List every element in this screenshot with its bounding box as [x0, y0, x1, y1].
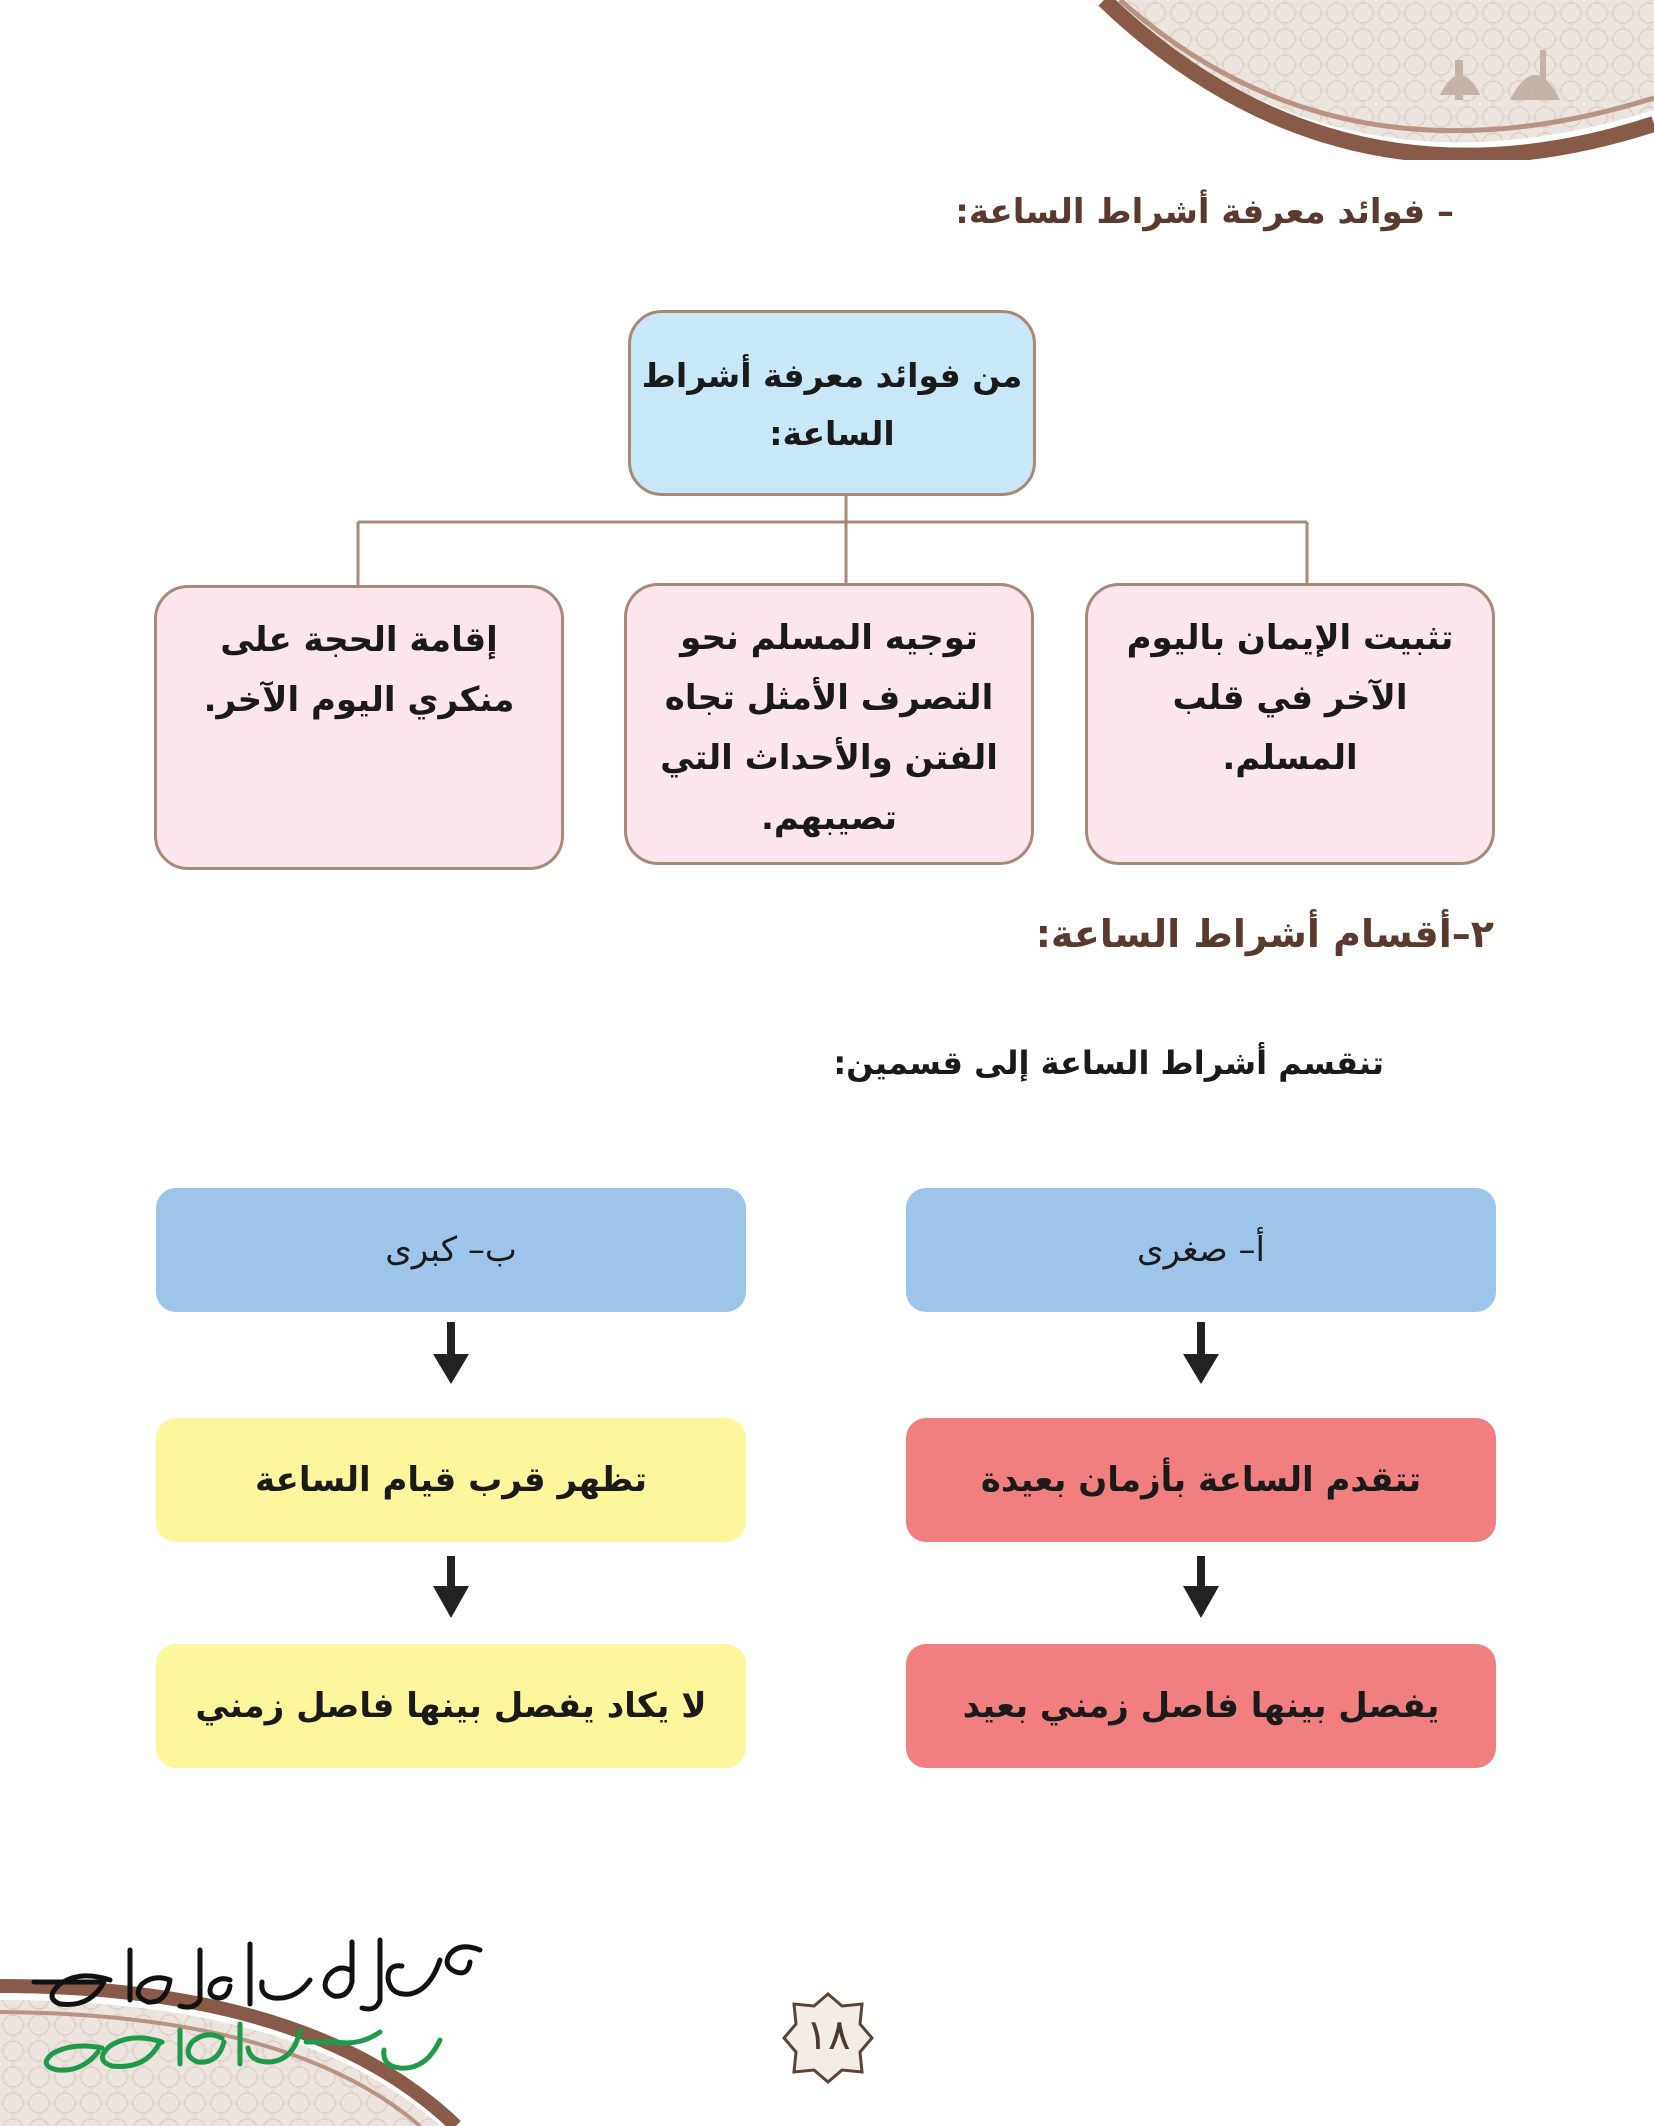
minor-signs-step-1: تتقدم الساعة بأزمان بعيدة	[906, 1418, 1496, 1542]
benefits-root-box: من فوائد معرفة أشراط الساعة:	[628, 310, 1036, 496]
arrow-down-icon	[433, 1322, 469, 1384]
benefits-heading: – فوائد معرفة أشراط الساعة:	[955, 192, 1454, 232]
watermark-signature	[10, 1920, 490, 2100]
major-signs-step-1: تظهر قرب قيام الساعة	[156, 1418, 746, 1542]
arrow-down-icon	[1183, 1556, 1219, 1618]
minor-signs-step-2: يفصل بينها فاصل زمني بعيد	[906, 1644, 1496, 1768]
benefit-box-strengthen-faith: تثبيت الإيمان باليوم الآخر في قلب المسلم.	[1085, 583, 1495, 865]
flow-arrows	[0, 1300, 1654, 1660]
page-number: ١٨	[805, 2010, 851, 2059]
arrow-down-icon	[1183, 1322, 1219, 1384]
benefit-box-proof: إقامة الحجة على منكري اليوم الآخر.	[154, 585, 564, 870]
major-signs-title: ب– كبرى	[156, 1188, 746, 1312]
minor-signs-title: أ– صغرى	[906, 1188, 1496, 1312]
divisions-heading: ٢–أقسام أشراط الساعة:	[1035, 912, 1494, 956]
divisions-intro: تنقسم أشراط الساعة إلى قسمين:	[833, 1044, 1384, 1082]
major-signs-step-2: لا يكاد يفصل بينها فاصل زمني	[156, 1644, 746, 1768]
benefit-box-guidance: توجيه المسلم نحو التصرف الأمثل تجاه الفتن والأحداث التي تصيبهم.	[624, 583, 1034, 865]
arrow-down-icon	[433, 1556, 469, 1618]
